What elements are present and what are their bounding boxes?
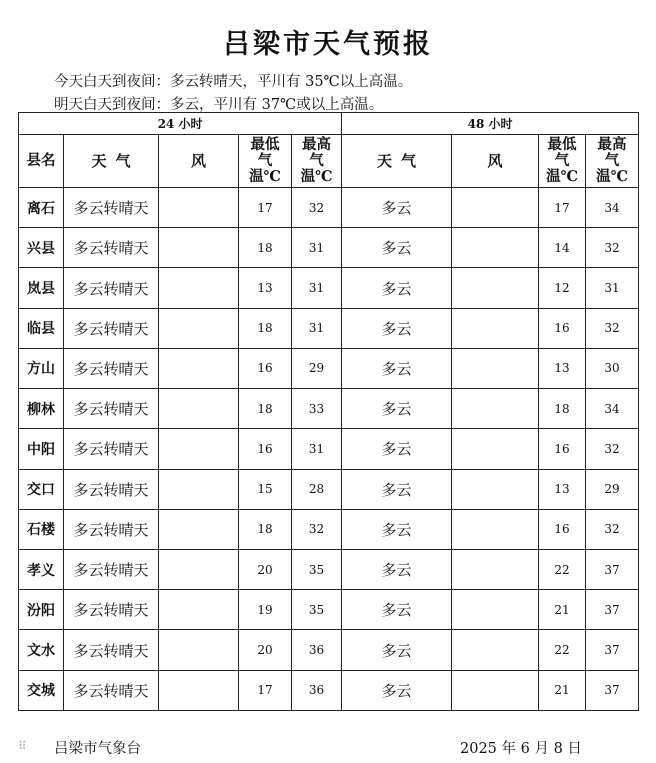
min-temp-24h-cell: 16 (239, 429, 292, 469)
wind-48h-cell (452, 590, 539, 630)
min-temp-24h-cell: 19 (239, 590, 292, 630)
min-temp-48h-cell: 18 (539, 389, 586, 429)
wind-48h-cell (452, 509, 539, 549)
wind-48h-cell (452, 389, 539, 429)
wind-24h-cell (159, 348, 239, 388)
table-row (19, 268, 639, 308)
table-row (19, 670, 639, 710)
weather-48h-cell: 多云 (342, 469, 452, 509)
wind-24h-cell (159, 590, 239, 630)
wind-48h-cell (452, 549, 539, 589)
section-24h: 24 小时 (19, 113, 342, 135)
max-temp-24h-cell: 31 (292, 268, 342, 308)
weather-24h-cell: 多云转晴天 (64, 228, 159, 268)
max-temp-24h-cell: 36 (292, 670, 342, 710)
min-temp-24h-cell: 20 (239, 549, 292, 589)
max-temp-24h-cell: 29 (292, 348, 342, 388)
weather-48h-cell: 多云 (342, 590, 452, 630)
wind-24h-cell (159, 429, 239, 469)
max-temp-48h-cell: 29 (586, 469, 639, 509)
header-min-temp-48h: 最低 气 温℃ (539, 135, 586, 188)
weather-48h-cell: 多云 (342, 188, 452, 228)
max-temp-24h-cell: 31 (292, 429, 342, 469)
max-temp-24h-cell: 35 (292, 590, 342, 630)
table-row (19, 188, 639, 228)
county-cell: 汾阳 (19, 590, 64, 630)
wind-48h-cell (452, 429, 539, 469)
table-row (19, 630, 639, 670)
max-temp-24h-cell: 36 (292, 630, 342, 670)
county-cell: 交城 (19, 670, 64, 710)
min-temp-48h-cell: 16 (539, 509, 586, 549)
weather-24h-cell: 多云转晴天 (64, 469, 159, 509)
max-temp-48h-cell: 30 (586, 348, 639, 388)
weather-48h-cell: 多云 (342, 509, 452, 549)
weather-24h-cell: 多云转晴天 (64, 348, 159, 388)
weather-48h-cell: 多云 (342, 348, 452, 388)
header-max-temp-24h: 最高 气 温℃ (292, 135, 342, 188)
footer-issuer: 吕梁市气象台 (54, 741, 141, 757)
min-temp-48h-cell: 13 (539, 469, 586, 509)
section-48h: 48 小时 (342, 113, 639, 135)
weather-48h-cell: 多云 (342, 389, 452, 429)
header-weather-48h: 天 气 (342, 135, 452, 188)
header-max-temp-48h: 最高 气 温℃ (586, 135, 639, 188)
county-cell: 孝义 (19, 549, 64, 589)
wind-24h-cell (159, 389, 239, 429)
weather-24h-cell: 多云转晴天 (64, 670, 159, 710)
min-temp-48h-cell: 14 (539, 228, 586, 268)
weather-24h-cell: 多云转晴天 (64, 188, 159, 228)
drag-handle-icon[interactable]: ⠿ (18, 739, 27, 753)
table-row (19, 590, 639, 630)
weather-48h-cell: 多云 (342, 670, 452, 710)
max-temp-48h-cell: 34 (586, 389, 639, 429)
max-temp-24h-cell: 31 (292, 228, 342, 268)
min-temp-24h-cell: 17 (239, 670, 292, 710)
wind-24h-cell (159, 228, 239, 268)
wind-24h-cell (159, 630, 239, 670)
min-temp-24h-cell: 16 (239, 348, 292, 388)
max-temp-48h-cell: 37 (586, 549, 639, 589)
table-row (19, 228, 639, 268)
max-temp-24h-cell: 31 (292, 308, 342, 348)
header-wind-24h: 风 (159, 135, 239, 188)
wind-48h-cell (452, 308, 539, 348)
min-temp-48h-cell: 12 (539, 268, 586, 308)
min-temp-24h-cell: 18 (239, 389, 292, 429)
weather-48h-cell: 多云 (342, 549, 452, 589)
table-row (19, 308, 639, 348)
table-row (19, 549, 639, 589)
weather-24h-cell: 多云转晴天 (64, 308, 159, 348)
table-row (19, 509, 639, 549)
weather-24h-cell: 多云转晴天 (64, 549, 159, 589)
min-temp-48h-cell: 16 (539, 429, 586, 469)
footer-date: 2025 年 6 月 8 日 (460, 741, 582, 757)
page-title: 吕梁市天气预报 (223, 29, 433, 60)
weather-24h-cell: 多云转晴天 (64, 389, 159, 429)
wind-48h-cell (452, 228, 539, 268)
min-temp-48h-cell: 22 (539, 549, 586, 589)
weather-24h-cell: 多云转晴天 (64, 429, 159, 469)
max-temp-48h-cell: 37 (586, 590, 639, 630)
table-row (19, 348, 639, 388)
min-temp-24h-cell: 18 (239, 509, 292, 549)
min-temp-24h-cell: 18 (239, 308, 292, 348)
wind-48h-cell (452, 268, 539, 308)
wind-48h-cell (452, 348, 539, 388)
header-weather-24h: 天 气 (64, 135, 159, 188)
county-cell: 临县 (19, 308, 64, 348)
min-temp-48h-cell: 16 (539, 308, 586, 348)
max-temp-48h-cell: 32 (586, 228, 639, 268)
weather-48h-cell: 多云 (342, 268, 452, 308)
min-temp-48h-cell: 21 (539, 590, 586, 630)
header-wind-48h: 风 (452, 135, 539, 188)
table-row (19, 429, 639, 469)
county-cell: 兴县 (19, 228, 64, 268)
max-temp-48h-cell: 32 (586, 308, 639, 348)
county-cell: 岚县 (19, 268, 64, 308)
max-temp-48h-cell: 32 (586, 509, 639, 549)
max-temp-48h-cell: 32 (586, 429, 639, 469)
max-temp-24h-cell: 32 (292, 509, 342, 549)
table-row (19, 469, 639, 509)
wind-24h-cell (159, 509, 239, 549)
min-temp-48h-cell: 21 (539, 670, 586, 710)
wind-48h-cell (452, 630, 539, 670)
weather-48h-cell: 多云 (342, 308, 452, 348)
min-temp-24h-cell: 20 (239, 630, 292, 670)
county-cell: 交口 (19, 469, 64, 509)
min-temp-48h-cell: 13 (539, 348, 586, 388)
min-temp-48h-cell: 22 (539, 630, 586, 670)
weather-24h-cell: 多云转晴天 (64, 630, 159, 670)
wind-24h-cell (159, 670, 239, 710)
county-cell: 方山 (19, 348, 64, 388)
forecast-table (18, 112, 639, 711)
max-temp-48h-cell: 37 (586, 670, 639, 710)
weather-48h-cell: 多云 (342, 429, 452, 469)
weather-24h-cell: 多云转晴天 (64, 590, 159, 630)
max-temp-48h-cell: 37 (586, 630, 639, 670)
min-temp-48h-cell: 17 (539, 188, 586, 228)
county-cell: 离石 (19, 188, 64, 228)
county-cell: 柳林 (19, 389, 64, 429)
wind-24h-cell (159, 268, 239, 308)
header-min-temp-24h: 最低 气 温℃ (239, 135, 292, 188)
max-temp-24h-cell: 33 (292, 389, 342, 429)
wind-48h-cell (452, 670, 539, 710)
table-row (19, 389, 639, 429)
weather-24h-cell: 多云转晴天 (64, 268, 159, 308)
min-temp-24h-cell: 17 (239, 188, 292, 228)
weather-48h-cell: 多云 (342, 630, 452, 670)
county-cell: 中阳 (19, 429, 64, 469)
min-temp-24h-cell: 18 (239, 228, 292, 268)
wind-24h-cell (159, 549, 239, 589)
wind-48h-cell (452, 469, 539, 509)
max-temp-48h-cell: 34 (586, 188, 639, 228)
min-temp-24h-cell: 15 (239, 469, 292, 509)
header-county: 县名 (19, 135, 64, 188)
max-temp-24h-cell: 32 (292, 188, 342, 228)
wind-24h-cell (159, 308, 239, 348)
wind-24h-cell (159, 188, 239, 228)
max-temp-24h-cell: 35 (292, 549, 342, 589)
weather-48h-cell: 多云 (342, 228, 452, 268)
weather-24h-cell: 多云转晴天 (64, 509, 159, 549)
county-cell: 文水 (19, 630, 64, 670)
max-temp-48h-cell: 31 (586, 268, 639, 308)
wind-48h-cell (452, 188, 539, 228)
intro-tomorrow: 明天白天到夜间：多云，平川有 37℃或以上高温。 (54, 97, 384, 113)
max-temp-24h-cell: 28 (292, 469, 342, 509)
min-temp-24h-cell: 13 (239, 268, 292, 308)
county-cell: 石楼 (19, 509, 64, 549)
wind-24h-cell (159, 469, 239, 509)
intro-today: 今天白天到夜间：多云转晴天，平川有 35℃以上高温。 (54, 74, 413, 90)
